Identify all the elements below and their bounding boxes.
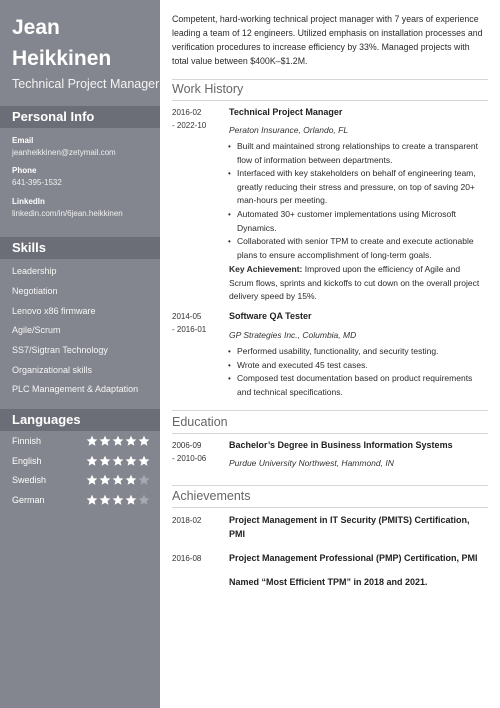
date-start: 2016-02 bbox=[172, 108, 202, 117]
job-dates bbox=[172, 310, 222, 336]
language-name: Finnish bbox=[12, 436, 42, 446]
star-icon bbox=[112, 455, 124, 467]
email-value[interactable]: jeanheikkinen@zetymail.com bbox=[12, 148, 116, 157]
work-history-heading: Work History bbox=[172, 82, 488, 101]
company-name: GP Strategies Inc., Columbia, MD bbox=[229, 330, 357, 340]
bullet-item: • Composed test documentation based on product requirements and technical specifications. bbox=[229, 372, 485, 399]
language-name: Swedish bbox=[12, 475, 47, 485]
date-start: 2014-05 bbox=[172, 312, 202, 321]
personal-info-heading: Personal Info bbox=[0, 106, 160, 128]
language-row bbox=[12, 455, 150, 469]
star-icon bbox=[112, 435, 124, 447]
language-name: German bbox=[12, 495, 45, 505]
bullet-item: • Wrote and executed 45 test cases. bbox=[229, 359, 485, 373]
skill-item: Agile/Scrum bbox=[12, 325, 61, 335]
star-icon bbox=[99, 435, 111, 447]
skills-heading: Skills bbox=[0, 237, 160, 259]
language-rating bbox=[86, 474, 150, 486]
star-icon bbox=[86, 435, 98, 447]
language-row bbox=[12, 494, 150, 508]
date-end: - 2016-01 bbox=[172, 325, 207, 334]
star-icon bbox=[112, 494, 124, 506]
divider bbox=[172, 410, 488, 411]
date-start: 2006-09 bbox=[172, 441, 202, 450]
star-icon bbox=[138, 455, 150, 467]
key-achievement-text: Improved upon the efficiency of Agile and Scrum flows, sprints and kickoffs to cut down on the overall project delivery speed by 15%. bbox=[229, 264, 480, 302]
degree-title: Bachelor’s Degree in Business Information Systems bbox=[229, 440, 453, 450]
bullet-item: • Automated 30+ customer implementations using Microsoft Dynamics. bbox=[229, 208, 485, 235]
achievement-item: Named “Most Efficient TPM” in 2018 and 2021. bbox=[229, 577, 428, 587]
candidate-name bbox=[12, 14, 111, 73]
star-icon bbox=[138, 474, 150, 486]
bullet-item: • Interfaced with key stakeholders on behalf of engineering team, greatly reducing their stress and pressure, on top of saving 20+ man-hours per meeting. bbox=[229, 167, 485, 208]
skill-item: Organizational skills bbox=[12, 365, 93, 375]
achievement-item: Project Management in IT Security (PMITS) Certification, PMI bbox=[229, 515, 470, 539]
skill-item: Lenovo x86 firmware bbox=[12, 306, 96, 316]
star-icon bbox=[86, 474, 98, 486]
job-title: Technical Project Manager bbox=[12, 77, 160, 91]
star-icon bbox=[125, 494, 137, 506]
star-icon bbox=[138, 435, 150, 447]
language-rating bbox=[86, 435, 150, 447]
star-icon bbox=[99, 455, 111, 467]
star-icon bbox=[99, 494, 111, 506]
linkedin-label: LinkedIn bbox=[12, 197, 45, 206]
skill-item: SS7/Sigtran Technology bbox=[12, 345, 108, 355]
job-bullets bbox=[229, 345, 485, 399]
language-name: English bbox=[12, 456, 42, 466]
skill-item: PLC Management & Adaptation bbox=[12, 384, 139, 394]
job-dates bbox=[172, 106, 222, 132]
divider bbox=[172, 485, 488, 486]
star-icon bbox=[99, 474, 111, 486]
linkedin-value[interactable]: linkedin.com/in/6jean.heikkinen bbox=[12, 209, 123, 218]
skill-item: Leadership bbox=[12, 266, 57, 276]
star-icon bbox=[86, 455, 98, 467]
language-rating bbox=[86, 455, 150, 467]
achievement-date: 2016-08 bbox=[172, 554, 202, 563]
email-label: Email bbox=[12, 136, 34, 145]
star-icon bbox=[112, 474, 124, 486]
star-icon bbox=[125, 455, 137, 467]
date-end: - 2022-10 bbox=[172, 121, 207, 130]
bullet-item: • Collaborated with senior TPM to create and execute actionable plans to ensure accomplishment of long-term goals. bbox=[229, 235, 485, 262]
star-icon bbox=[86, 494, 98, 506]
company-name: Peraton Insurance, Orlando, FL bbox=[229, 125, 349, 135]
education-heading: Education bbox=[172, 415, 488, 434]
skill-item: Negotiation bbox=[12, 286, 58, 296]
star-icon bbox=[125, 474, 137, 486]
achievement-date: 2018-02 bbox=[172, 516, 202, 525]
star-icon bbox=[125, 435, 137, 447]
phone-value: 641-395-1532 bbox=[12, 178, 62, 187]
job-title: Software QA Tester bbox=[229, 311, 312, 321]
job-title: Technical Project Manager bbox=[229, 107, 343, 117]
education-dates bbox=[172, 439, 222, 465]
job-bullets bbox=[229, 140, 485, 262]
language-row bbox=[12, 435, 150, 449]
phone-label: Phone bbox=[12, 166, 37, 175]
star-icon bbox=[138, 494, 150, 506]
achievement-item: Project Management Professional (PMP) Certification, PMI bbox=[229, 553, 478, 563]
sidebar bbox=[0, 0, 160, 708]
date-end: - 2010-06 bbox=[172, 454, 207, 463]
language-rating bbox=[86, 494, 150, 506]
last-name: Heikkinen bbox=[12, 47, 112, 70]
main-content bbox=[160, 0, 500, 708]
bullet-item: • Performed usability, functionality, and security testing. bbox=[229, 345, 485, 359]
achievements-heading: Achievements bbox=[172, 489, 488, 508]
languages-heading: Languages bbox=[0, 409, 160, 431]
divider bbox=[172, 79, 488, 80]
key-achievement-label: Key Achievement: bbox=[229, 264, 303, 274]
bullet-item: • Built and maintained strong relationships to create a transparent flow of information between departments. bbox=[229, 140, 485, 167]
school-name: Purdue University Northwest, Hammond, IN bbox=[229, 458, 394, 468]
key-achievement bbox=[229, 263, 485, 304]
language-row bbox=[12, 474, 150, 488]
profile-summary: Competent, hard-working technical project manager with 7 years of experience leading a team of 12 engineers. Utilized emphasis on installation processes and verification procedures to increase efficiency by 33%. Managed projects with total value between $400K–$1.2M. bbox=[172, 14, 483, 66]
first-name: Jean bbox=[12, 16, 60, 39]
